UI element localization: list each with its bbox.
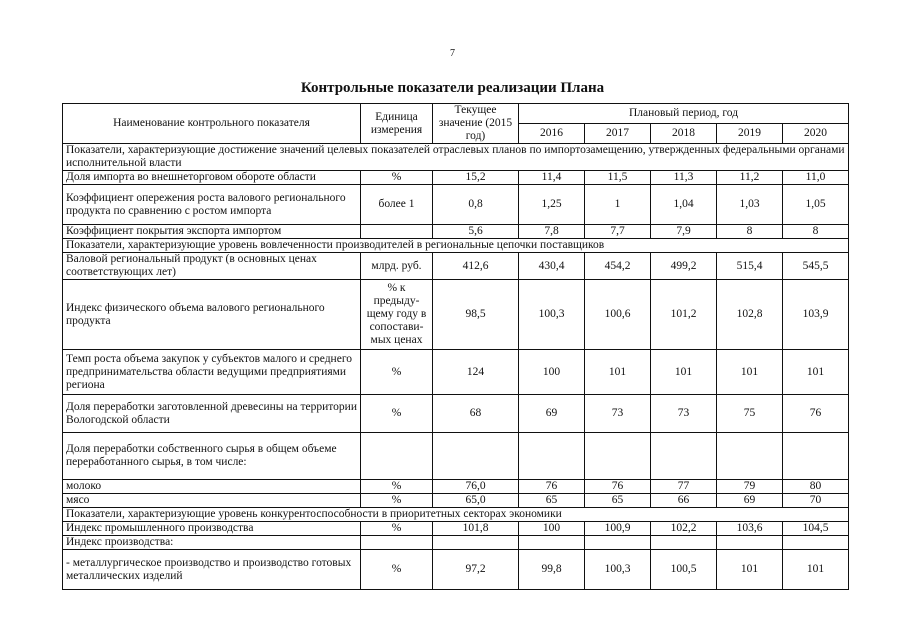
unit-cell: % bbox=[361, 171, 433, 185]
unit-cell: % bbox=[361, 522, 433, 536]
document-title: Контрольные показатели реализации Плана bbox=[300, 80, 605, 96]
unit-cell: % bbox=[361, 494, 433, 508]
unit-cell: % bbox=[361, 350, 433, 395]
unit-cell bbox=[361, 225, 433, 239]
indicator-name: Индекс физического объема валового регионального продукта bbox=[63, 280, 361, 350]
plan-value: 1,04 bbox=[651, 185, 717, 225]
plan-value: 101 bbox=[651, 350, 717, 395]
plan-value: 104,5 bbox=[783, 522, 849, 536]
plan-value: 11,2 bbox=[717, 171, 783, 185]
plan-value: 101 bbox=[717, 550, 783, 590]
indicator-name: мясо bbox=[63, 494, 361, 508]
current-value: 65,0 bbox=[433, 494, 519, 508]
current-value: 98,5 bbox=[433, 280, 519, 350]
plan-value: 73 bbox=[585, 395, 651, 433]
plan-value bbox=[783, 536, 849, 550]
table-row bbox=[63, 280, 849, 350]
plan-value: 100,9 bbox=[585, 522, 651, 536]
plan-value bbox=[717, 536, 783, 550]
unit-cell: млрд. руб. bbox=[361, 253, 433, 280]
indicator-name: молоко bbox=[63, 480, 361, 494]
current-value: 15,2 bbox=[433, 171, 519, 185]
plan-value: 100 bbox=[519, 522, 585, 536]
unit-cell: % к предыду-щему году в сопостави-мых ценах bbox=[361, 280, 433, 350]
plan-value: 515,4 bbox=[717, 253, 783, 280]
indicator-name: Доля импорта во внешнеторговом обороте области bbox=[63, 171, 361, 185]
plan-value: 69 bbox=[519, 395, 585, 433]
section-header: Показатели, характеризующие достижение значений целевых показателей отраслевых планов по импортозамещению, утвержденных федеральными органами исполнительной власти bbox=[63, 144, 849, 171]
plan-value: 1 bbox=[585, 185, 651, 225]
unit-cell: % bbox=[361, 480, 433, 494]
plan-value: 545,5 bbox=[783, 253, 849, 280]
plan-value bbox=[519, 433, 585, 480]
indicator-name: Валовой региональный продукт (в основных ценах соответствующих лет) bbox=[63, 253, 361, 280]
plan-value bbox=[717, 433, 783, 480]
table-row bbox=[63, 253, 849, 280]
plan-value: 100,3 bbox=[585, 550, 651, 590]
plan-value: 101 bbox=[585, 350, 651, 395]
unit-cell: % bbox=[361, 395, 433, 433]
plan-value: 101 bbox=[783, 550, 849, 590]
unit-cell bbox=[361, 433, 433, 480]
page-number: 7 bbox=[450, 48, 455, 59]
plan-value: 75 bbox=[717, 395, 783, 433]
header-unit: Единица измерения bbox=[361, 104, 433, 144]
header-year: 2020 bbox=[783, 124, 849, 144]
current-value: 124 bbox=[433, 350, 519, 395]
header-plan-period: Плановый период, год bbox=[519, 104, 849, 124]
plan-value: 76 bbox=[783, 395, 849, 433]
table-row bbox=[63, 550, 849, 590]
plan-value: 100,5 bbox=[651, 550, 717, 590]
table-row bbox=[63, 480, 849, 494]
indicator-name: - металлургическое производство и производство готовых металлических изделий bbox=[63, 550, 361, 590]
plan-value: 101 bbox=[717, 350, 783, 395]
table-row bbox=[63, 395, 849, 433]
header-year: 2018 bbox=[651, 124, 717, 144]
header-year: 2017 bbox=[585, 124, 651, 144]
plan-value: 65 bbox=[519, 494, 585, 508]
current-value bbox=[433, 536, 519, 550]
plan-value: 101,2 bbox=[651, 280, 717, 350]
plan-value: 1,25 bbox=[519, 185, 585, 225]
header-current: Текущее значение (2015 год) bbox=[433, 104, 519, 144]
plan-value: 7,8 bbox=[519, 225, 585, 239]
plan-value: 1,05 bbox=[783, 185, 849, 225]
plan-value: 101 bbox=[783, 350, 849, 395]
unit-cell bbox=[361, 536, 433, 550]
indicator-name: Коэффициент опережения роста валового регионального продукта по сравнению с ростом импорта bbox=[63, 185, 361, 225]
header-year: 2019 bbox=[717, 124, 783, 144]
plan-value: 80 bbox=[783, 480, 849, 494]
indicator-name: Доля переработки собственного сырья в общем объеме переработанного сырья, в том числе: bbox=[63, 433, 361, 480]
table-row bbox=[63, 350, 849, 395]
table-row bbox=[63, 171, 849, 185]
table-row bbox=[63, 536, 849, 550]
plan-value: 66 bbox=[651, 494, 717, 508]
current-value: 101,8 bbox=[433, 522, 519, 536]
plan-value: 8 bbox=[717, 225, 783, 239]
plan-value: 11,4 bbox=[519, 171, 585, 185]
plan-value bbox=[519, 536, 585, 550]
plan-value bbox=[651, 536, 717, 550]
plan-value: 8 bbox=[783, 225, 849, 239]
current-value: 412,6 bbox=[433, 253, 519, 280]
plan-value: 100,3 bbox=[519, 280, 585, 350]
plan-value: 70 bbox=[783, 494, 849, 508]
plan-value: 103,9 bbox=[783, 280, 849, 350]
unit-cell: более 1 bbox=[361, 185, 433, 225]
plan-value: 69 bbox=[717, 494, 783, 508]
header-name: Наименование контрольного показателя bbox=[63, 104, 361, 144]
plan-value: 7,7 bbox=[585, 225, 651, 239]
plan-value: 1,03 bbox=[717, 185, 783, 225]
indicators-table bbox=[62, 103, 849, 590]
plan-value: 100 bbox=[519, 350, 585, 395]
table-row bbox=[63, 522, 849, 536]
plan-value bbox=[585, 536, 651, 550]
indicator-name: Коэффициент покрытия экспорта импортом bbox=[63, 225, 361, 239]
indicator-name: Индекс производства: bbox=[63, 536, 361, 550]
plan-value: 499,2 bbox=[651, 253, 717, 280]
current-value: 76,0 bbox=[433, 480, 519, 494]
plan-value bbox=[585, 433, 651, 480]
plan-value: 79 bbox=[717, 480, 783, 494]
plan-value: 76 bbox=[585, 480, 651, 494]
plan-value: 11,3 bbox=[651, 171, 717, 185]
current-value: 68 bbox=[433, 395, 519, 433]
table-row bbox=[63, 225, 849, 239]
plan-value: 102,8 bbox=[717, 280, 783, 350]
plan-value: 73 bbox=[651, 395, 717, 433]
plan-value bbox=[783, 433, 849, 480]
plan-value: 76 bbox=[519, 480, 585, 494]
plan-value: 102,2 bbox=[651, 522, 717, 536]
plan-value: 103,6 bbox=[717, 522, 783, 536]
indicator-name: Доля переработки заготовленной древесины на территории Вологодской области bbox=[63, 395, 361, 433]
unit-cell: % bbox=[361, 550, 433, 590]
current-value: 97,2 bbox=[433, 550, 519, 590]
plan-value: 430,4 bbox=[519, 253, 585, 280]
current-value bbox=[433, 433, 519, 480]
plan-value: 99,8 bbox=[519, 550, 585, 590]
plan-value: 11,5 bbox=[585, 171, 651, 185]
table-row bbox=[63, 494, 849, 508]
current-value: 0,8 bbox=[433, 185, 519, 225]
plan-value: 454,2 bbox=[585, 253, 651, 280]
plan-value: 100,6 bbox=[585, 280, 651, 350]
plan-value: 11,0 bbox=[783, 171, 849, 185]
table-body bbox=[63, 144, 849, 590]
current-value: 5,6 bbox=[433, 225, 519, 239]
plan-value: 7,9 bbox=[651, 225, 717, 239]
indicator-name: Индекс промышленного производства bbox=[63, 522, 361, 536]
table-row bbox=[63, 185, 849, 225]
section-header: Показатели, характеризующие уровень конкурентоспособности в приоритетных секторах экономики bbox=[63, 508, 849, 522]
table-row bbox=[63, 433, 849, 480]
indicator-name: Темп роста объема закупок у субъектов малого и среднего предпринимательства области ведущими предприятиями региона bbox=[63, 350, 361, 395]
plan-value: 65 bbox=[585, 494, 651, 508]
section-header: Показатели, характеризующие уровень вовлеченности производителей в региональные цепочки поставщиков bbox=[63, 239, 849, 253]
plan-value: 77 bbox=[651, 480, 717, 494]
header-year: 2016 bbox=[519, 124, 585, 144]
plan-value bbox=[651, 433, 717, 480]
